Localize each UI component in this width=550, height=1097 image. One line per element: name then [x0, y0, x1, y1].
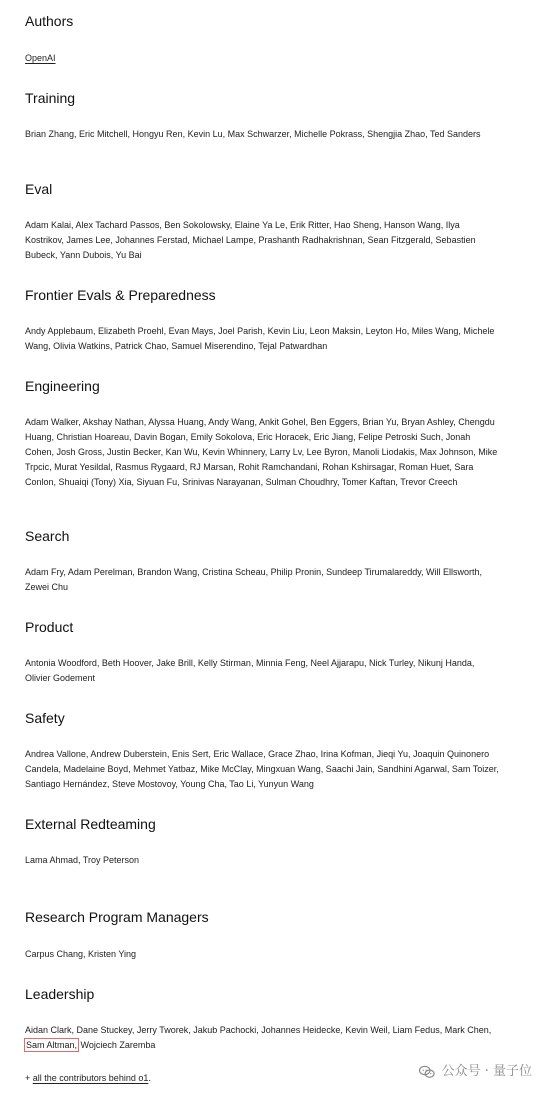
leadership-text-before: Aidan Clark, Dane Stuckey, Jerry Tworek, Jakub Pachocki, Johannes Heidecke, Kevin Weil, Liam Fedus, Mark Chen,: [25, 1025, 492, 1035]
section-title-safety: Safety: [25, 710, 65, 726]
engineering-text: Adam Walker, Akshay Nathan, Alyssa Huang, Andy Wang, Ankit Gohel, Ben Eggers, Brian Yu, Bryan Ashley, Chengdu Huang, Christian Hoareau, Davin Bogan, Emily Sokolova, Eric Horacek, Eric Jiang, Felipe Petroski Such, Jonah Cohen, Josh Gross, Justin Becker, Kan Wu, Kevin Whinnery, Larry Lv, Lee Byron, Manoli Liodakis, Max Johnson, Mike Trpcic, Murat Yesildal, Rasmus Rygaard, RJ Marsan, Rohit Ramchandani, Rohan Kshirsagar, Roman Huet, Sara Conlon, Shuaiqi (Tony) Xia, Siyuan Fu, Srinivas Narayanan, Sulman Choudhry, Tomer Kaftan, Trevor Creech: [25, 417, 498, 487]
product-text: Antonia Woodford, Beth Hoover, Jake Brill, Kelly Stirman, Minnia Feng, Neel Ajjarapu, Nick Turley, Nikunj Handa, Olivier Godement: [25, 658, 475, 683]
section-title-leadership: Leadership: [25, 986, 95, 1002]
authors-text[interactable]: OpenAI: [25, 53, 56, 63]
section-title-frontier-evals-preparedness: Frontier Evals & Preparedness: [25, 287, 216, 303]
eval-text: Adam Kalai, Alex Tachard Passos, Ben Sokolowsky, Elaine Ya Le, Erik Ritter, Hao Sheng, Hanson Wang, Ilya Kostrikov, James Lee, Johannes Ferstad, Michael Lampe, Prashanth Radhakrishnan, Sean Fitzgerald, Sebastien Bubeck, Yann Dubois, Yu Bai: [25, 220, 476, 260]
section-title-external-redteaming: External Redteaming: [25, 816, 156, 832]
section-title-eval: Eval: [25, 181, 53, 197]
section-title-search: Search: [25, 528, 70, 544]
search-text: Adam Fry, Adam Perelman, Brandon Wang, Cristina Scheau, Philip Pronin, Sundeep Tirumalareddy, Will Ellsworth, Zewei Chu: [25, 567, 483, 592]
contributors-link[interactable]: all the contributors behind o1: [32, 1073, 149, 1083]
external-redteaming-text: Lama Ahmad, Troy Peterson: [25, 855, 140, 865]
contributors-suffix: .: [148, 1073, 151, 1083]
leadership-text: [25, 1023, 501, 1053]
section-title-research-program-managers: Research Program Managers: [25, 909, 209, 925]
watermark-text: 公众号 · 量子位: [441, 1064, 532, 1079]
leadership-text-after: Wojciech Zaremba: [78, 1040, 156, 1050]
safety-text: Andrea Vallone, Andrew Duberstein, Enis Sert, Eric Wallace, Grace Zhao, Irina Kofman, Jieqi Yu, Joaquin Quinonero Candela, Madelaine Boyd, Mehmet Yatbaz, Mike McClay, Mingxuan Wang, Saachi Jain, Sandhini Agarwal, Sam Toizer, Santiago Hernández, Steve Mostovoy, Young Cha, Tao Li, Yunyun Wang: [25, 749, 499, 789]
section-title-training: Training: [25, 90, 76, 106]
watermark: [418, 1063, 532, 1081]
section-title-product: Product: [25, 619, 74, 635]
highlighted-name-box: Sam Altman,: [26, 1040, 78, 1050]
contributors-prefix: +: [25, 1073, 33, 1083]
training-text: Brian Zhang, Eric Mitchell, Hongyu Ren, Kevin Lu, Max Schwarzer, Michelle Pokrass, Shengjia Zhao, Ted Sanders: [25, 129, 481, 139]
section-title-authors: Authors: [25, 13, 74, 29]
frontier-evals-preparedness-text: Andy Applebaum, Elizabeth Proehl, Evan Mays, Joel Parish, Kevin Liu, Leon Maksin, Leyton Ho, Miles Wang, Michele Wang, Olivia Watkins, Patrick Chao, Samuel Miserendino, Tejal Patwardhan: [25, 326, 495, 351]
research-program-managers-text: Carpus Chang, Kristen Ying: [25, 949, 137, 959]
section-title-engineering: Engineering: [25, 378, 100, 394]
wechat-icon: [418, 1063, 436, 1081]
